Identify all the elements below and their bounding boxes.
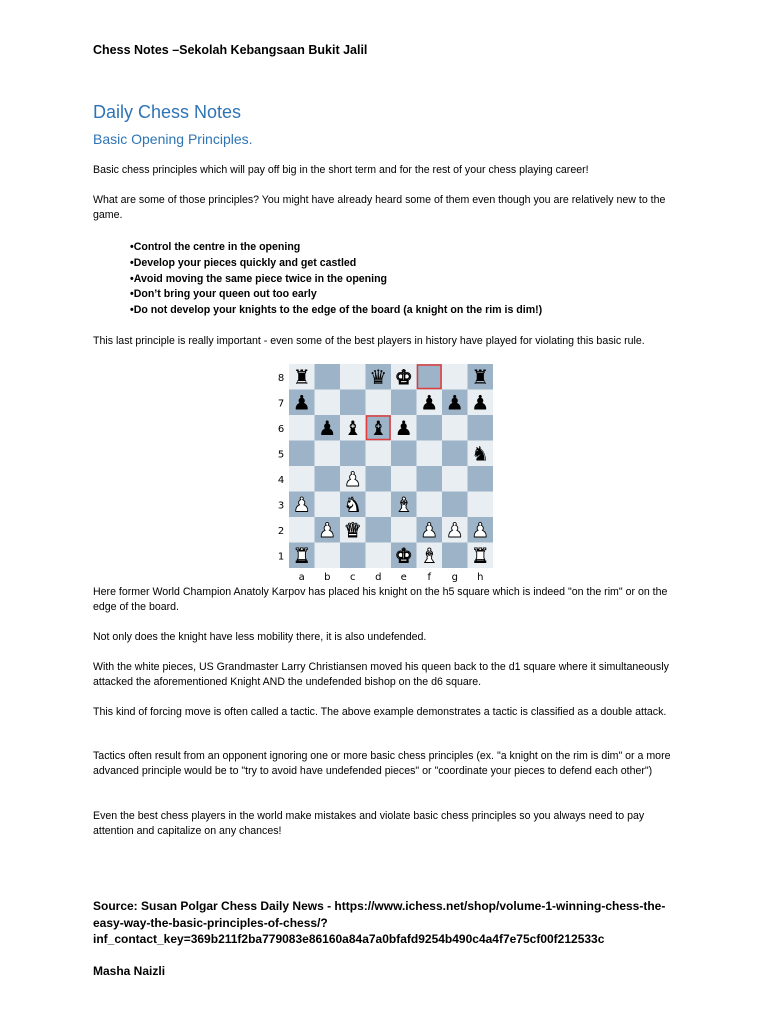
board-square-f3	[417, 492, 443, 518]
board-square-b7	[315, 390, 341, 416]
body-paragraph: Tactics often result from an opponent ignoring one or more basic chess principles (ex. "a knight on the rim is dim" or a more advanced principle would be to "try to avoid have undefended pieces" or "coordinate your pieces to defend each other")	[93, 750, 671, 777]
black-bishop-c6: ♝	[343, 415, 362, 440]
file-label: e	[400, 572, 407, 583]
body-paragraph: With the white pieces, US Grandmaster Larry Christiansen moved his queen back to the d1 square where it simultaneously attacked the aforementioned Knight AND the undefended bishop on the d6 square.	[93, 661, 669, 688]
board-square-g4	[442, 466, 468, 492]
page-title: Daily Chess Notes	[93, 102, 242, 122]
board-square-e2	[391, 517, 417, 543]
author-name: Masha Naizli	[93, 964, 166, 978]
board-square-a5	[289, 441, 315, 467]
black-rook-a8: ♜	[292, 364, 311, 389]
board-square-a6	[289, 415, 315, 441]
white-pawn-c4: ♟	[343, 466, 362, 491]
board-square-b8	[315, 364, 341, 390]
white-pawn-h2: ♟	[471, 517, 490, 542]
board-square-g6	[442, 415, 468, 441]
file-label: d	[375, 572, 382, 583]
body-paragraph: Here former World Champion Anatoly Karpov has placed his knight on the h5 square which is indeed "on the rim" or on the edge of the board.	[93, 586, 668, 613]
principle-item: • Avoid moving the same piece twice in the opening	[130, 272, 542, 288]
file-label: b	[324, 572, 331, 583]
board-square-d1	[366, 543, 392, 569]
board-square-g5	[442, 441, 468, 467]
board-square-b3	[315, 492, 341, 518]
white-rook-h1: ♜	[471, 543, 490, 568]
rank-label: 8	[277, 372, 285, 384]
black-bishop-d6: ♝	[369, 415, 388, 440]
board-square-h6	[468, 415, 494, 441]
file-label: c	[350, 572, 356, 583]
board-square-f4	[417, 466, 443, 492]
rank-label: 4	[277, 474, 285, 486]
board-square-d3	[366, 492, 392, 518]
black-pawn-g7: ♟	[445, 390, 464, 415]
intro-paragraph: Basic chess principles which will pay off big in the short term and for the rest of your chess playing career!	[93, 164, 589, 176]
board-square-f6	[417, 415, 443, 441]
board-square-d2	[366, 517, 392, 543]
board-square-e7	[391, 390, 417, 416]
board-square-e4	[391, 466, 417, 492]
black-pawn-h7: ♟	[471, 390, 490, 415]
board-square-b1	[315, 543, 341, 569]
board-square-h3	[468, 492, 494, 518]
body-paragraph: Even the best chess players in the world make mistakes and violate basic chess principles so you always need to pay attention and capitalize on any chances!	[93, 810, 645, 837]
board-square-a4	[289, 466, 315, 492]
board-square-c5	[340, 441, 366, 467]
black-pawn-e6: ♟	[394, 415, 413, 440]
board-square-c1	[340, 543, 366, 569]
body-paragraph: This kind of forcing move is often called a tactic. The above example demonstrates a tactic is classified as a double attack.	[93, 706, 667, 718]
white-pawn-f2: ♟	[420, 517, 439, 542]
question-paragraph: What are some of those principles? You might have already heard some of them even though you are relatively new to the game.	[93, 194, 666, 221]
chess-board	[276, 363, 494, 583]
file-label: a	[298, 572, 305, 583]
board-square-g8	[442, 364, 468, 390]
board-square-d4	[366, 466, 392, 492]
board-square-b5	[315, 441, 341, 467]
board-square-g3	[442, 492, 468, 518]
black-pawn-b6: ♟	[318, 415, 337, 440]
file-label: g	[451, 572, 458, 583]
board-square-c7	[340, 390, 366, 416]
document-header: Chess Notes –Sekolah Kebangsaan Bukit Jalil	[93, 43, 368, 57]
body-paragraph: Not only does the knight have less mobility there, it is also undefended.	[93, 631, 427, 643]
rank-label: 2	[277, 525, 285, 537]
black-pawn-f7: ♟	[420, 390, 439, 415]
white-pawn-g2: ♟	[445, 517, 464, 542]
last-principle-paragraph: This last principle is really important - even some of the best players in history have played for violating this basic rule.	[93, 335, 645, 347]
board-square-d5	[366, 441, 392, 467]
board-square-a2	[289, 517, 315, 543]
chess-board-diagram	[276, 363, 494, 583]
board-square-h4	[468, 466, 494, 492]
board-square-c8	[340, 364, 366, 390]
file-label: h	[477, 572, 484, 583]
principle-item: • Don’t bring your queen out too early	[130, 287, 542, 303]
principle-item: • Develop your pieces quickly and get castled	[130, 256, 542, 272]
white-bishop-e3: ♝	[394, 492, 413, 517]
board-square-f5	[417, 441, 443, 467]
white-king-e1: ♚	[394, 543, 413, 568]
black-pawn-a7: ♟	[292, 390, 311, 415]
source-citation: Source: Susan Polgar Chess Daily News - https://www.ichess.net/shop/volume-1-winning-chess-the-easy-way-the-basic-principles-of-chess/?inf_contact_key=369b211f2ba779083e86160a84a7a0bfafd9254b490c4a4f7e75cf00f212533c	[93, 899, 666, 946]
board-square-b4	[315, 466, 341, 492]
board-square-d7	[366, 390, 392, 416]
page-subtitle: Basic Opening Principles.	[93, 131, 253, 147]
white-queen-c2: ♛	[343, 517, 362, 542]
black-knight-h5: ♞	[471, 441, 490, 466]
white-pawn-a3: ♟	[292, 492, 311, 517]
black-rook-h8: ♜	[471, 364, 490, 389]
black-queen-d8: ♛	[369, 364, 388, 389]
white-bishop-f1: ♝	[420, 543, 439, 568]
white-king-e8: ♚	[394, 364, 413, 389]
board-square-g1	[442, 543, 468, 569]
principle-item: • Control the centre in the opening	[130, 240, 542, 256]
rank-label: 7	[277, 398, 285, 410]
white-knight-c3: ♞	[343, 492, 362, 517]
rank-label: 5	[277, 449, 285, 461]
rank-label: 6	[277, 423, 285, 435]
board-square-f8	[417, 364, 443, 390]
principle-item: • Do not develop your knights to the edge of the board (a knight on the rim is dim!)	[130, 303, 542, 319]
rank-label: 1	[277, 551, 285, 563]
white-pawn-b2: ♟	[318, 517, 337, 542]
white-rook-a1: ♜	[292, 543, 311, 568]
principles-list	[130, 240, 542, 319]
file-label: f	[427, 572, 432, 583]
board-square-e5	[391, 441, 417, 467]
rank-label: 3	[277, 500, 285, 512]
